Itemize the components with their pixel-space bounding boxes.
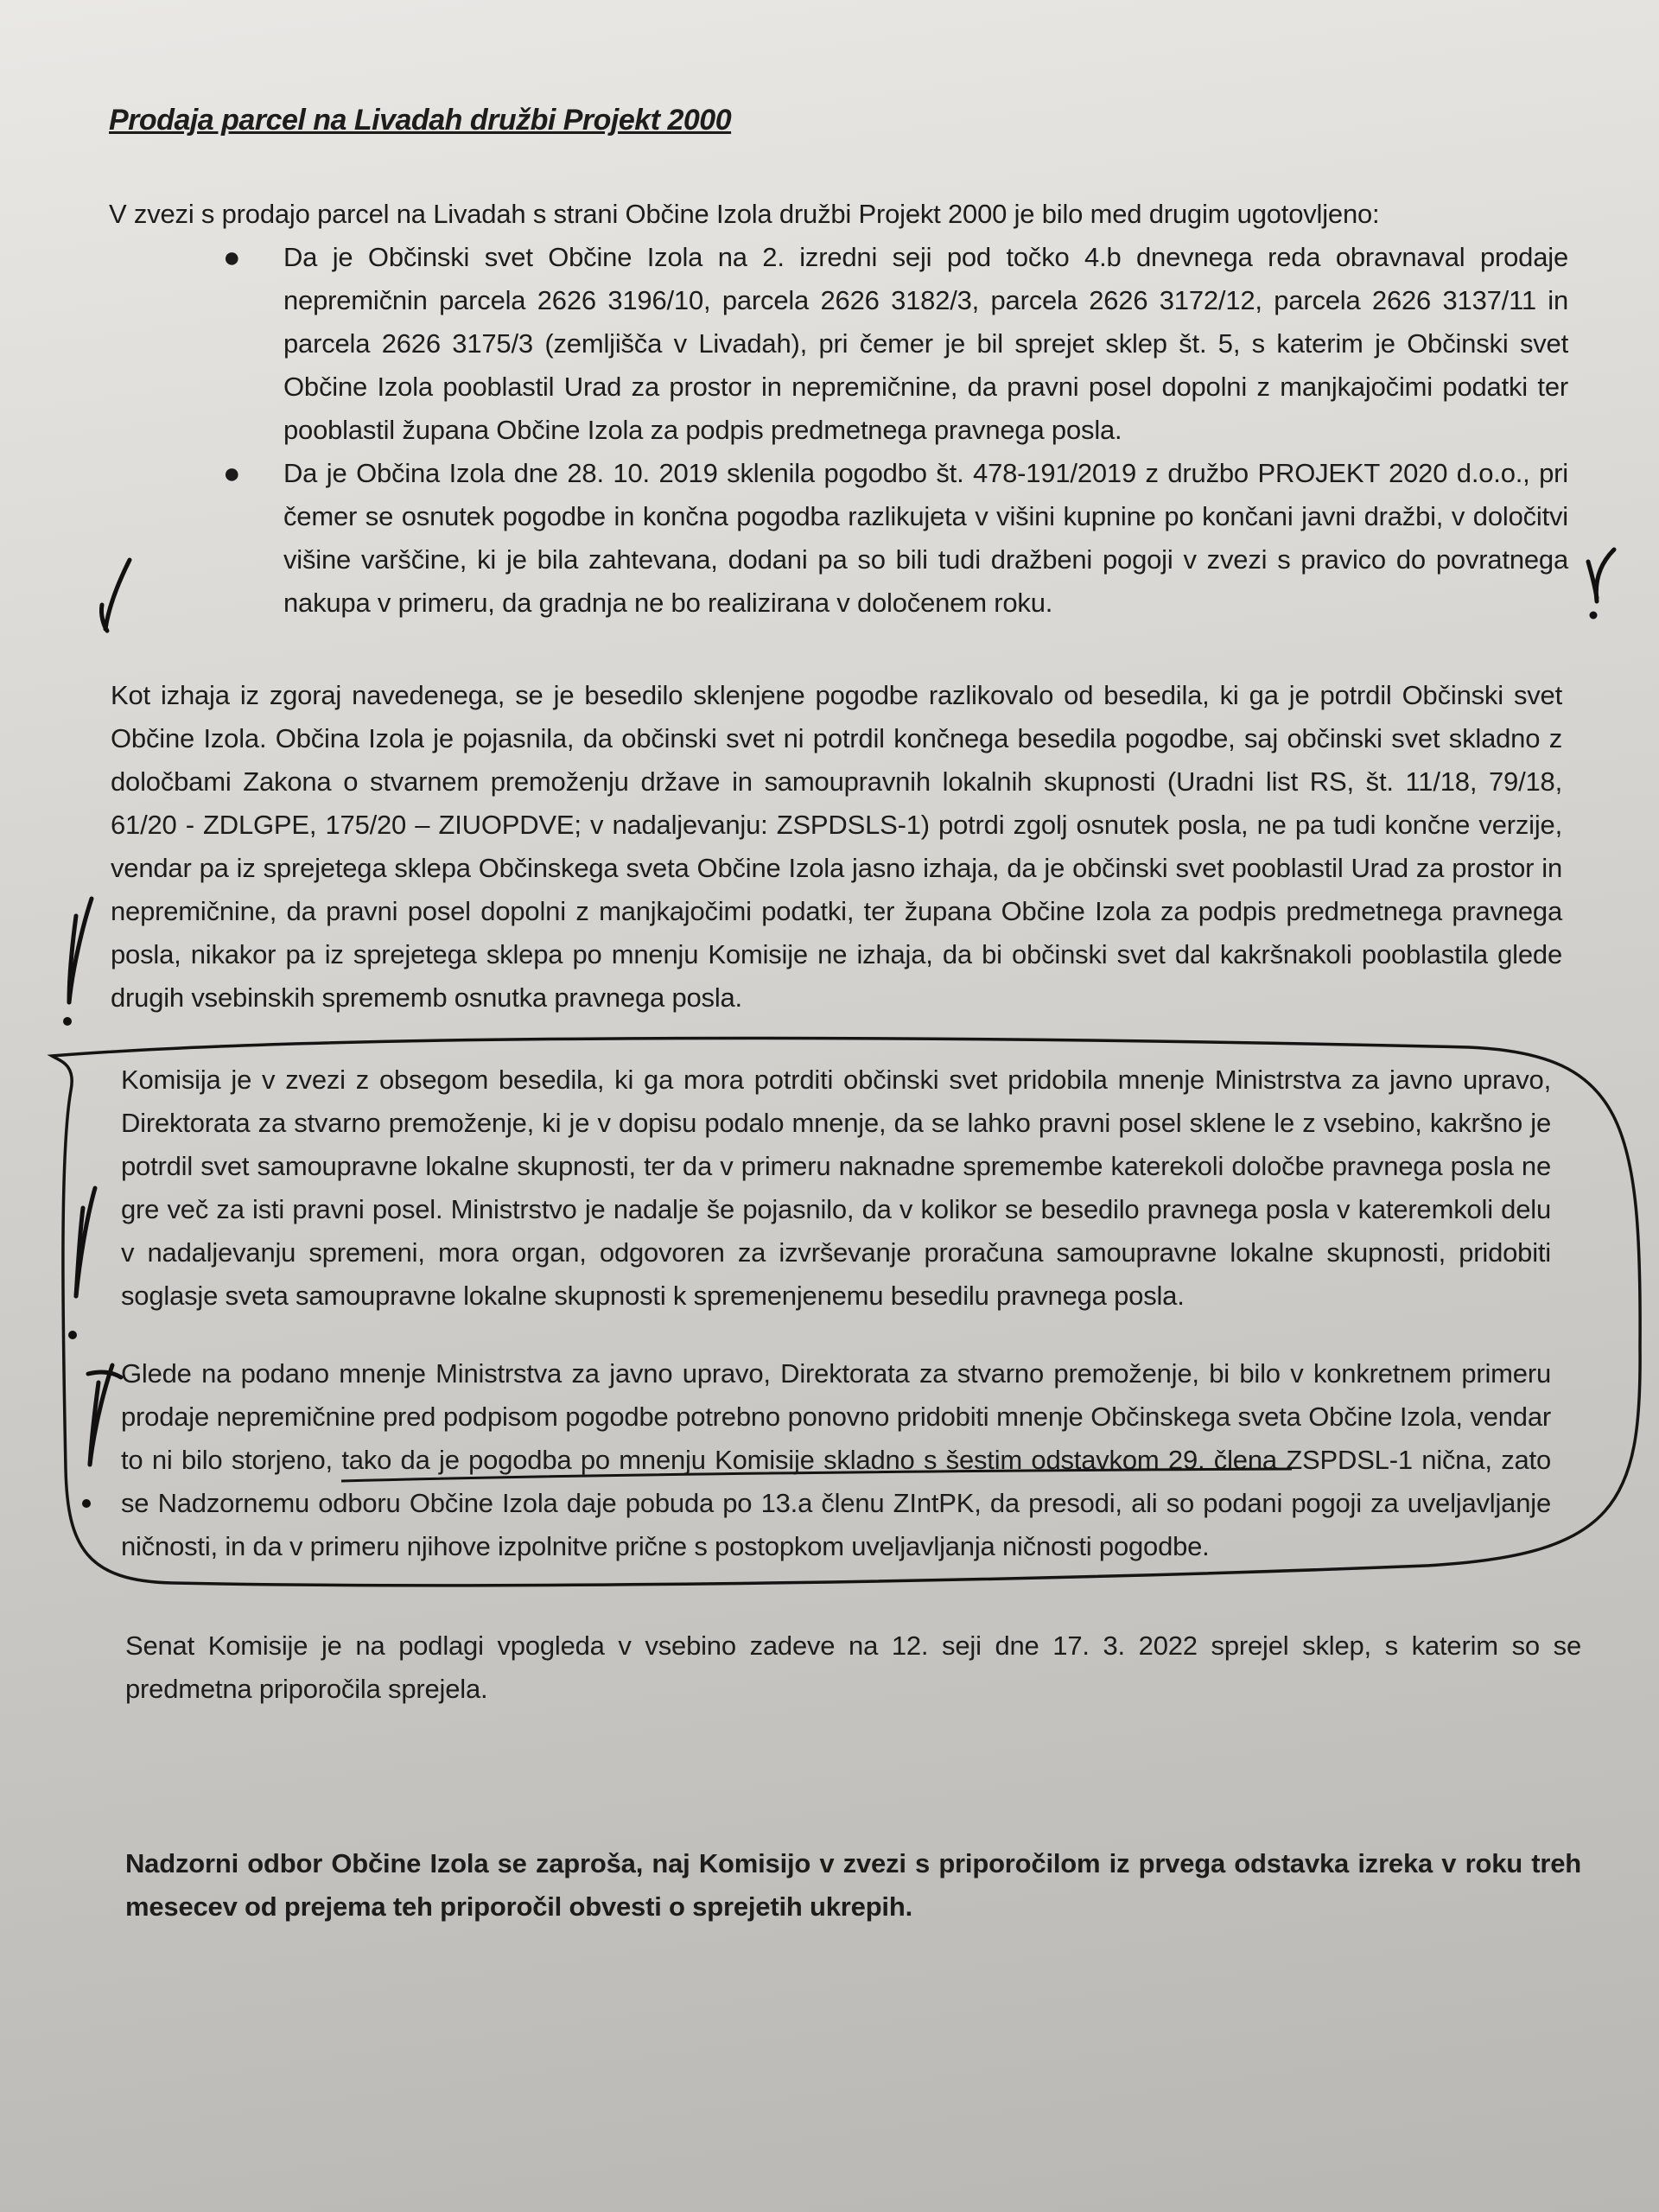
- exclamation-tick-icon: [66, 899, 92, 1024]
- intro-paragraph: V zvezi s prodajo parcel na Livadah s strani Občine Izola družbi Projekt 2000 je bilo med drugim ugotovljeno:: [109, 199, 1380, 229]
- exclamation-tick-icon: [1588, 550, 1614, 617]
- document-title: Prodaja parcel na Livadah družbi Projekt 2000: [109, 104, 732, 137]
- exclamation-tick-icon: [85, 1365, 122, 1506]
- bullet-icon: ●: [223, 457, 241, 490]
- list-item: [223, 452, 1568, 625]
- list-item-text: Da je Občinski svet Občine Izola na 2. izredni seji pod točko 4.b dnevnega reda obravnaval prodaje nepremičnin parcela 2626 3196/10, parcela 2626 3182/3, parcela 2626 3172/12, parcela 2626 3137/11 in parcela 2626 3175/3 (zemljišča v Livadah), pri čemer je bil sprejet sklep št. 5, s katerim je Občinski svet Občine Izola pooblastil Urad za prostor in nepremičnine, da pravni posel dopolni z manjkajočimi podatki ter pooblastil župana Občine Izola za podpis predmetnega pravnega posla.: [283, 242, 1568, 445]
- exclamation-tick-icon: [71, 1188, 96, 1338]
- list-item-text: Da je Občina Izola dne 28. 10. 2019 sklenila pogodbo št. 478-191/2019 z družbo PROJEKT 2020 d.o.o., pri čemer se osnutek pogodbe in končna pogodba razlikujeta v višini kupnine po končani javni dražbi, v določitvi višine varščine, ki je bila zahtevana, dodani pa so bili tudi dražbeni pogoji v zvezi s pravico do povratnega nakupa v primeru, da gradnja ne bo realizirana v določenem roku.: [283, 458, 1568, 618]
- findings-list: [207, 236, 1568, 625]
- exclamation-tick-icon: [101, 560, 130, 631]
- bullet-icon: ●: [223, 241, 241, 274]
- list-item: [223, 236, 1568, 452]
- paragraph-nullity-finding: Glede na podano mnenje Ministrstva za javno upravo, Direktorata za stvarno premoženje, bi bilo v konkretnem primeru prodaje nepremičnine pred podpisom pogodbe potrebno ponovno pridobiti mnenje Občinskega sveta Občine Izola, vendar to ni bilo storjeno, tako da je pogodba po mnenju Komisije skladno s šestim odstavkom 29. člena ZSPDSL-1 nična, zato se Nadzornemu odboru Občine Izola daje pobuda po 13.a členu ZIntPK, da presodi, ali so podani pogoji za uveljavljanje ničnosti, in da v primeru njihove izpolnitve prične s postopkom uveljavljanja ničnosti pogodbe.: [121, 1358, 1551, 1561]
- paragraph-ministry-opinion: Komisija je v zvezi z obsegom besedila, ki ga mora potrditi občinski svet pridobila mnenje Ministrstva za javno upravo, Direktorata za stvarno premoženje, ki je v dopisu podalo mnenje, da se lahko pravni posel sklene le z vsebino, kakršno je potrdil svet samoupravne lokalne skupnosti, ter da v primeru naknadne spremembe katerekoli določbe pravnega posla ne gre več za isti pravni posel. Ministrstvo je nadalje še pojasnilo, da v kolikor se besedilo pravnega posla v kateremkoli delu v nadaljevanju spremeni, mora organ, odgovoren za izvrševanje proračuna samoupravne lokalne skupnosti, pridobiti soglasje sveta samoupravne lokalne skupnosti k spremenjenemu besedilu pravnega posla.: [121, 1065, 1551, 1311]
- paragraph-conclusion: Kot izhaja iz zgoraj navedenega, se je besedilo sklenjene pogodbe razlikovalo od besedila, ki ga je potrdil Občinski svet Občine Izola. Občina Izola je pojasnila, da občinski svet ni potrdil končnega besedila pogodbe, saj občinski svet skladno z določbami Zakona o stvarnem premoženju države in samoupravnih lokalnih skupnosti (Uradni list RS, št. 11/18, 79/18, 61/20 - ZDLGPE, 175/20 – ZIUOPDVE; v nadaljevanju: ZSPDSLS-1) potrdi zgolj osnutek posla, ne pa tudi končne verzije, vendar pa iz sprejetega sklepa Občinskega sveta Občine Izola jasno izhaja, da je občinski svet pooblastil Urad za prostor in nepremičnine, da pravni posel dopolni z manjkajočimi podatki, ter župana Občine Izola za podpis predmetnega pravnega posla, nikakor pa iz sprejetega sklepa po mnenju Komisije ne izhaja, da bi občinski svet dal kakršnakoli pooblastila glede drugih vsebinskih sprememb osnutka pravnega posla.: [111, 680, 1562, 1013]
- paragraph-senate-decision: Senat Komisije je na podlagi vpogleda v vsebino zadeve na 12. seji dne 17. 3. 2022 sprejel sklep, s katerim so se predmetna priporočila sprejela.: [125, 1630, 1581, 1704]
- paragraph-request: Nadzorni odbor Občine Izola se zaproša, naj Komisijo v zvezi s priporočilom iz prvega odstavka izreka v roku treh mesecev od prejema teh priporočil obvesti o sprejetih ukrepih.: [125, 1848, 1581, 1922]
